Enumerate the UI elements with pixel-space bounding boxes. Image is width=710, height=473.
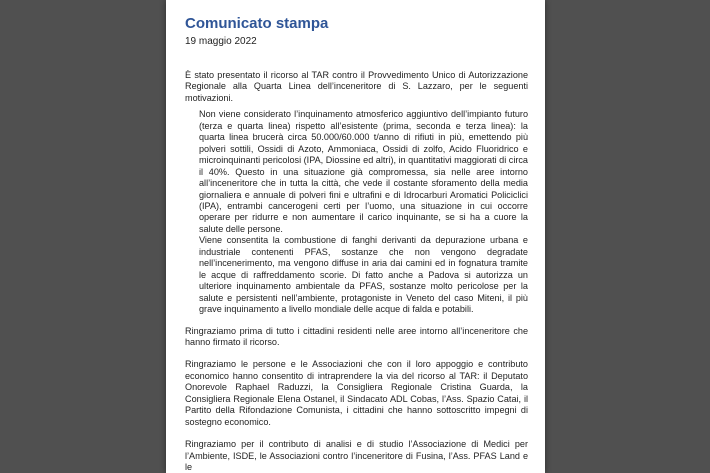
motivation-paragraph-2: Viene consentita la combustione di fanghi derivanti da depurazione urbana e industriale contenenti PFAS, sostanze che non vengono degradate nell’incenerimento, ma vengono diffuse in aria dai camini ed in fognatura tramite le acque di raffreddamento scorie. Di fatto anche a Padova si autorizza un ulteriore inquinamento ambientale da PFAS, sostanze molto pericolose per la salute e persistenti nell’ambiente, protagoniste in Veneto del caso Miteni, il più grave inquinamento a livello mondiale delle acque di falda e potabili. (199, 235, 528, 315)
intro-paragraph: È stato presentato il ricorso al TAR contro il Provvedimento Unico di Autorizzazione Regionale alla Quarta Linea dell’inceneritore di S. Lazzaro, per le seguenti motivazioni. (185, 70, 528, 103)
thanks-analysis-paragraph: Ringraziamo per il contributo di analisi e di studio l’Associazione di Medici per l’Ambiente, ISDE, le Associazioni contro l’inceneritore di Fusina, l’Ass. PFAS Land e le (185, 439, 528, 473)
document-title: Comunicato stampa (185, 15, 329, 32)
document-page (166, 0, 545, 473)
motivation-paragraph-1: Non viene considerato l’inquinamento atmosferico aggiuntivo dell’impianto futuro (terza e quarta linea) rispetto all’esistente (prima, seconda e terza linea): la quarta linea brucerà circa 50.000/60.000 t/anno di rifiuti in più, emettendo più polveri sottili, Ossidi di Azoto, Ammoniaca, Ossidi di zolfo, Acido Fluoridrico e microinquinanti pericolosi (IPA, Diossine ed altri), in quantitativi maggiorati di circa il 40%. Questo in una situazione già compromessa, sia nelle aree intorno all’inceneritore che in tutta la città, che vede il costante sforamento della media giornaliera e annuale di polveri fini e ultrafini e di Idrocarburi Aromatici Policiclici (IPA), entrambi cancerogeni certi per l’uomo, una situazione in cui occorre operare per ridurre e non aumentare il carico inquinante, se si ha a cuore la salute delle persone. (199, 109, 528, 234)
document-date: 19 maggio 2022 (185, 36, 257, 47)
thanks-associations-paragraph: Ringraziamo le persone e le Associazioni che con il loro appoggio e contributo economico hanno consentito di intraprendere la via del ricorso al TAR: il Deputato Onorevole Raphael Raduzzi, la Consigliera Regionale Cristina Guarda, la Consigliera Regionale Elena Ostanel, il Sindacato ADL Cobas, l’Ass. Spazio Catai, il Partito della Rifondazione Comunista, i cittadini che hanno sottoscritto impegni di sostegno economico. (185, 359, 528, 427)
thanks-residents-paragraph: Ringraziamo prima di tutto i cittadini residenti nelle aree intorno all’inceneritore che hanno firmato il ricorso. (185, 325, 528, 347)
page-content (185, 14, 528, 473)
